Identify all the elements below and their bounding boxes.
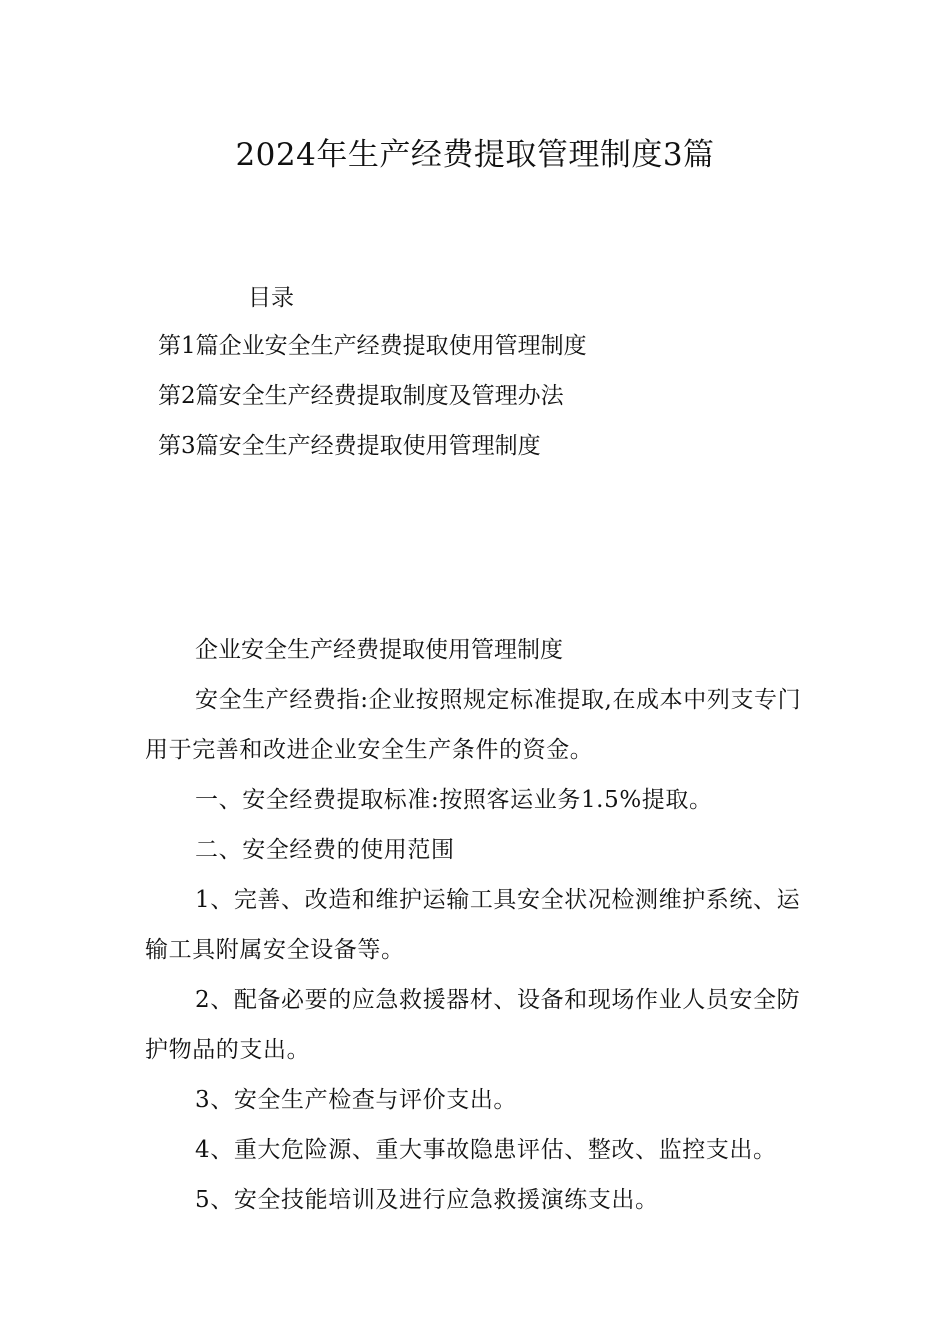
- paragraph: 安全生产经费指:企业按照规定标准提取,在成本中列支专门用于完善和改进企业安全生产条件的资金。: [145, 687, 802, 763]
- toc-heading: 目录: [248, 285, 294, 311]
- toc-item: 第2篇安全生产经费提取制度及管理办法: [158, 383, 564, 409]
- toc-item: 第1篇企业安全生产经费提取使用管理制度: [158, 333, 587, 359]
- toc-list: [158, 330, 587, 480]
- paragraph: 1、完善、改造和维护运输工具安全状况检测维护系统、运输工具附属安全设备等。: [145, 887, 801, 963]
- paragraph: 2、配备必要的应急救援器材、设备和现场作业人员安全防护物品的支出。: [145, 987, 801, 1063]
- paragraph: 4、重大危险源、重大事故隐患评估、整改、监控支出。: [195, 1137, 777, 1163]
- toc-item: 第3篇安全生产经费提取使用管理制度: [158, 433, 541, 459]
- paragraph: 5、安全技能培训及进行应急救援演练支出。: [195, 1187, 659, 1213]
- document-title: 2024年生产经费提取管理制度3篇: [235, 137, 715, 173]
- paragraph: 3、安全生产检查与评价支出。: [195, 1087, 518, 1113]
- document-body: [145, 625, 815, 1225]
- section-title: 企业安全生产经费提取使用管理制度: [195, 637, 563, 663]
- paragraph: 二、安全经费的使用范围: [195, 837, 455, 863]
- paragraph: 一、安全经费提取标准:按照客运业务1.5%提取。: [195, 787, 713, 813]
